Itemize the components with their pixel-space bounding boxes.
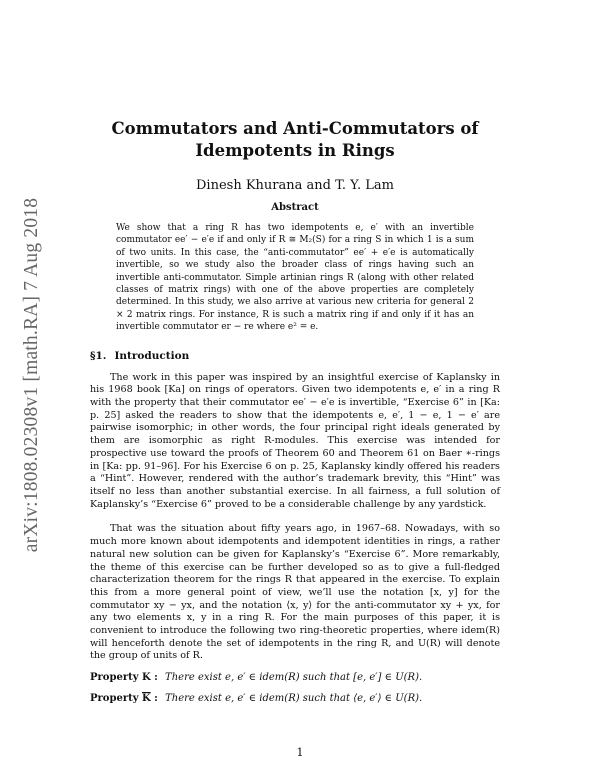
title-line-2: Idempotents in Rings	[195, 141, 395, 160]
property-k-bar	[90, 692, 500, 705]
arxiv-sidebar-stamp	[20, 175, 44, 575]
property-k-statement: There exist e, e′ ∈ idem(R) such that [e, e′] ∈ U(R).	[165, 672, 423, 684]
page-number: 1	[296, 746, 304, 759]
arxiv-identifier: arXiv:1808.02308v1 [math.RA] 7 Aug 2018	[21, 197, 42, 553]
intro-paragraph-2: That was the situation about fifty years ago, in 1967–68. Nowadays, with so much more known about idempotents and idempotent identities in rings, a rather natural new solution can be given for Kaplansky’s “Exercise 6”. More remarkably, the theme of this exercise can be further developed so as to give a full-fledged characterization theorem for the rings R that appeared in the exercise. To explain this from a more general point of view, we’ll use the notation [x, y] for the commutator xy − yx, and the notation ⟨x, y⟩ for the anti-commutator xy + yx, for any two elements x, y in a ring R. For the main purposes of this paper, it is convenient to introduce the following two ring-theoretic properties, where idem(R) will henceforth denote the set of idempotents in the ring R, and U(R) will denote the group of units of R.	[90, 523, 500, 662]
title-line-1: Commutators and Anti-Commutators of	[111, 119, 479, 138]
property-k-label: Property K :	[90, 672, 158, 684]
property-k	[90, 671, 500, 684]
paper-title	[90, 118, 500, 162]
property-k-bar-label-post: :	[150, 693, 158, 705]
section-title: Introduction	[114, 349, 190, 362]
property-k-bar-label	[90, 693, 158, 704]
paper-page	[90, 118, 500, 705]
authors: Dinesh Khurana and T. Y. Lam	[196, 178, 394, 193]
abstract-text: We show that a ring R has two idempotents e, e′ with an invertible commutator ee′ − e′e if and only if R ≅ M₂(S) for a ring S in which 1 is a sum of two units. In this case, the “anti-commutator” ee′ + e′e is automatically invertible, so we study also the broader class of rings having such an invertible anti-commutator. Simple artinian rings R (along with other related classes of matrix rings) with one of the above properties are completely determined. In this study, we also arrive at various new criteria for general 2 × 2 matrix rings. For instance, R is such a matrix ring if and only if it has an invertible commutator er − re where e² = e.	[116, 223, 474, 333]
abstract-heading: Abstract	[271, 202, 319, 213]
section-number: §1.	[90, 349, 107, 362]
property-k-bar-statement: There exist e, e′ ∈ idem(R) such that ⟨e, e′⟩ ∈ U(R).	[165, 693, 423, 705]
intro-paragraph-1: The work in this paper was inspired by an insightful exercise of Kaplansky in his 1968 book [Ka] on rings of operators. Given two idempotents e, e′ in a ring R with the property that their commutator ee′ − e′e is invertible, “Exercise 6” in [Ka: p. 25] asked the readers to show that the idempotents e, e′, 1 − e, 1 − e′ are pairwise isomorphic; in other words, the four principal right ideals generated by them are isomorphic as right R-modules. This exercise was intended for prospective use toward the proofs of Theorem 60 and Theorem 61 on Baer ∗-rings in [Ka: pp. 91–96]. For his Exercise 6 on p. 25, Kaplansky kindly offered his readers a “Hint”. However, rendered with the author’s trademark brevity, this “Hint” was itself no less than another substantial exercise. In all fairness, a full solution of Kaplansky’s “Exercise 6” proved to be a considerable challenge by any yardstick.	[90, 371, 500, 510]
property-k-bar-label-symbol: $\overline{K}$	[142, 693, 151, 705]
section-heading	[90, 350, 500, 362]
property-k-bar-label-pre: Property	[90, 693, 142, 705]
